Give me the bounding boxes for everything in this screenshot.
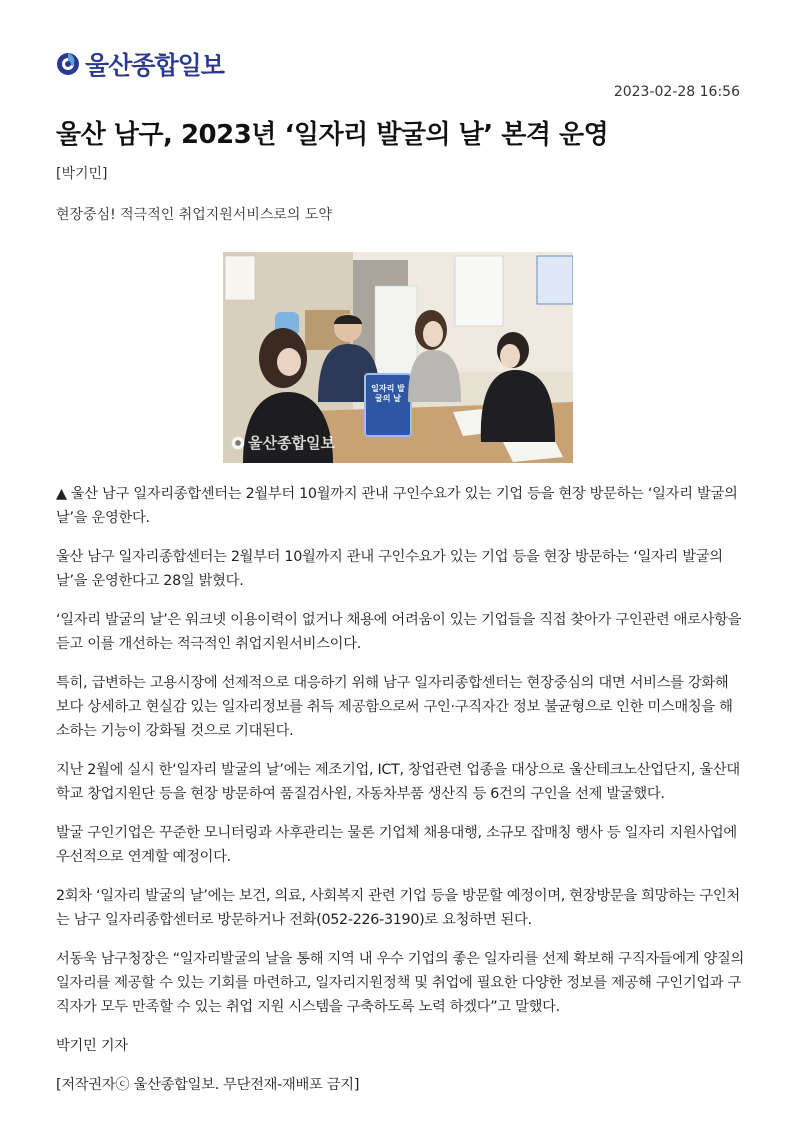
paragraph: 2회차 ‘일자리 발굴의 날’에는 보건, 의료, 사회복지 관련 기업 등을 방문할 예정이며, 현장방문을 희망하는 구인처는 남구 일자리종합센터로 방문하거나 전화(052-226-3190)로 요청하면 된다. [56,888,740,928]
caption-marker: ▲ [56,486,67,502]
paragraph: 특히, 급변하는 고용시장에 선제적으로 대응하기 위해 남구 일자리종합센터는 현장중심의 대면 서비스를 강화해 보다 상세하고 현실감 있는 일자리정보를 취득 제공함으로써 구인·구직자간 정보 불균형으로 인한 미스매칭을 해소하는 기능이 강화될 것으로 기대된다. [56,675,733,739]
article-photo [223,252,573,463]
article-headline: 울산 남구, 2023년 ‘일자리 발굴의 날’ 본격 운영 [56,120,609,150]
paragraph: 울산 남구 일자리종합센터는 2월부터 10월까지 관내 구인수요가 있는 기업 등을 현장 방문하는 ‘일자리 발굴의 날’을 운영한다고 28일 밝혔다. [56,549,723,589]
site-logo[interactable] [56,46,224,82]
logo-text: 울산종합일보 [85,51,224,80]
paragraph: 서동욱 남구청장은 “일자리발굴의 날을 통해 지역 내 우수 기업의 좋은 일자리를 선제 확보해 구직자들에게 양질의 일자리를 제공할 수 있는 기회를 마련하고, 일자리지원정책 및 취업에 필요한 다양한 정보를 제공해 구인기업과 구직자가 모두 만족할 수 있는 취업 지원 시스템을 구축하도록 노력 하겠다”고 말했다. [56,951,745,1015]
article-subtitle: 현장중심! 적극적인 취업지원서비스로의 도약 [56,207,332,223]
watermark-logo-icon [231,435,245,451]
article-body [56,482,746,1112]
logo-mark-icon [56,50,80,78]
paragraph: 지난 2월에 실시 한‘일자리 발굴의 날’에는 제조기업, ICT, 창업관련 업종을 대상으로 울산테크노산업단지, 울산대학교 창업지원단 등을 현장 방문하여 품질검사원, 자동차부품 생산직 등 6건의 구인을 선제 발굴했다. [56,762,740,802]
byline: [박기민] [56,166,108,182]
watermark-text: 울산종합일보 [248,434,335,452]
photo-sign-text: 일자리 발굴의 날 [371,384,405,403]
paragraph: 발굴 구인기업은 꾸준한 모니터링과 사후관리는 물론 기업체 채용대행, 소규모 잡매칭 행사 등 일자리 지원사업에 우선적으로 연계할 예정이다. [56,825,737,865]
caption-text: 울산 남구 일자리종합센터는 2월부터 10월까지 관내 구인수요가 있는 기업 등을 현장 방문하는 ‘일자리 발굴의 날’을 운영한다. [56,486,738,526]
paragraph: ‘일자리 발굴의 날’은 워크넷 이용이력이 없거나 채용에 어려움이 있는 기업들을 직접 찾아가 구인관련 애로사항을 듣고 이를 개선하는 적극적인 취업지원서비스이다. [56,612,742,652]
publish-date: 2023-02-28 16:56 [613,84,740,100]
copyright-notice: [저작권자ⓒ 울산종합일보. 무단전재-재배포 금지] [56,1077,360,1093]
photo-watermark [231,432,335,453]
photo-caption [56,482,746,530]
reporter-name: 박기민 기자 [56,1038,128,1054]
